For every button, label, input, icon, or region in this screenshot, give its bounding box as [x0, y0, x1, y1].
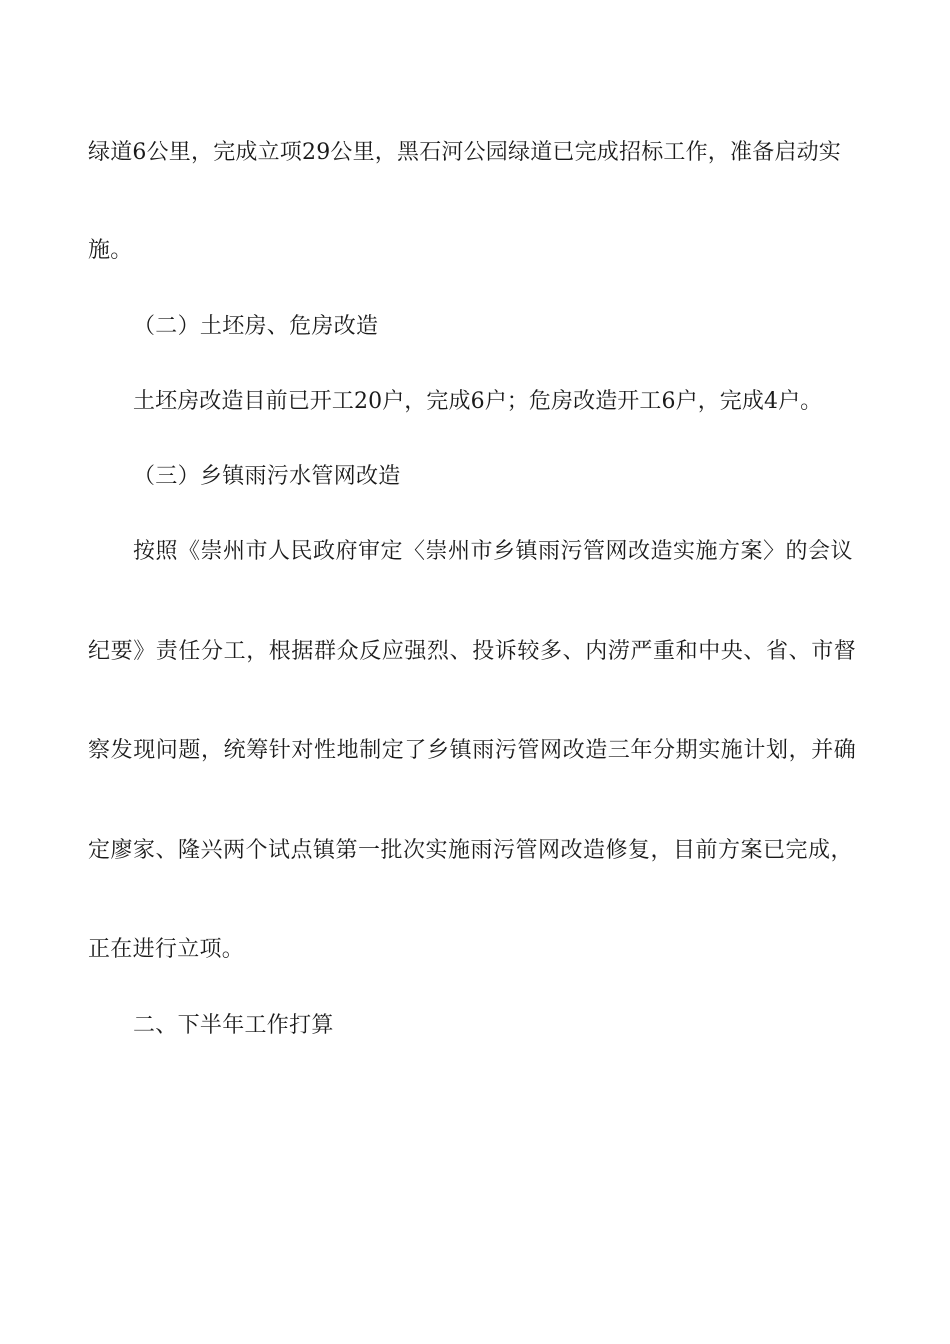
- paragraph-line: 施。: [88, 238, 133, 263]
- paragraph-line: 定廖家、隆兴两个试点镇第一批次实施雨污管网改造修复，目前方案已完成，: [88, 838, 854, 863]
- section-heading: （二）土坯房、危房改造: [133, 314, 379, 339]
- paragraph-line: 按照《崇州市人民政府审定〈崇州市乡镇雨污管网改造实施方案〉的会议: [133, 539, 854, 564]
- paragraph-line: 正在进行立项。: [88, 937, 245, 962]
- section-heading: 二、下半年工作打算: [133, 1013, 334, 1038]
- paragraph-line: 土坯房改造目前已开工20户，完成6户；危房改造开工6户，完成4户。: [133, 389, 823, 414]
- paragraph-line: 绿道6公里，完成立项29公里，黑石河公园绿道已完成招标工作，准备启动实: [88, 140, 841, 165]
- section-heading: （三）乡镇雨污水管网改造: [133, 464, 401, 489]
- paragraph-line: 纪要》责任分工，根据群众反应强烈、投诉较多、内涝严重和中央、省、市督: [88, 639, 857, 664]
- paragraph-line: 察发现问题，统筹针对性地制定了乡镇雨污管网改造三年分期实施计划，并确: [88, 738, 857, 763]
